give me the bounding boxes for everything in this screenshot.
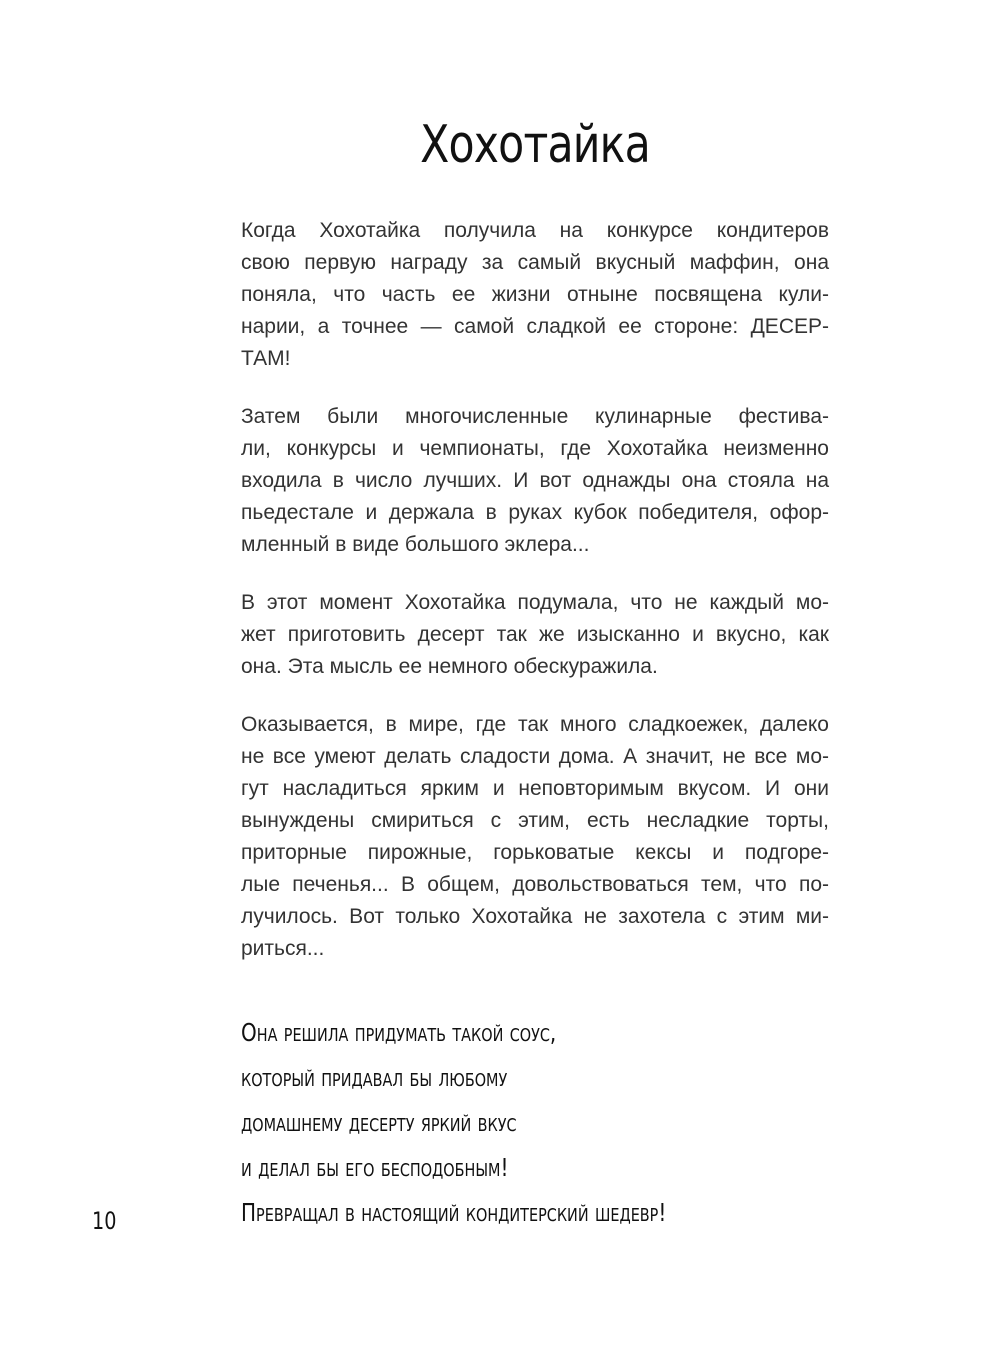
text-line: мленный в виде большого эклера... bbox=[241, 533, 590, 556]
text-line: Когда Хохотайка получила на конкурсе кондитеров bbox=[241, 219, 829, 242]
body-text bbox=[241, 215, 829, 991]
text-line: Затем были многочисленные кулинарные фестива- bbox=[241, 405, 829, 428]
quote-line: Превращал в настоящий кондитерский шедевр! bbox=[241, 1198, 667, 1227]
text-line: В этот момент Хохотайка подумала, что не каждый мо- bbox=[241, 591, 829, 614]
text-line: входила в число лучших. И вот однажды она стояла на bbox=[241, 469, 829, 492]
text-line: не все умеют делать сладости дома. А значит, не все мо- bbox=[241, 745, 829, 768]
quote-line: Она решила придумать такой соус, bbox=[241, 1018, 557, 1047]
quote-line: и делал бы его бесподобным! bbox=[241, 1153, 509, 1182]
quote-line: который придавал бы любому bbox=[241, 1063, 508, 1092]
text-line: вынуждены смириться с этим, есть несладкие торты, bbox=[241, 809, 829, 832]
text-line: ли, конкурсы и чемпионаты, где Хохотайка неизменно bbox=[241, 437, 829, 460]
paragraph bbox=[241, 401, 829, 561]
handwritten-quote bbox=[241, 1010, 721, 1235]
paragraph bbox=[241, 587, 829, 683]
page-title: Хохотайка bbox=[420, 115, 650, 175]
text-line: риться... bbox=[241, 937, 325, 960]
quote-line: домашнему десерту яркий вкус bbox=[241, 1108, 517, 1137]
text-line: свою первую награду за самый вкусный маффин, она bbox=[241, 251, 829, 274]
text-line: жет приготовить десерт так же изысканно и вкусно, как bbox=[241, 623, 829, 646]
text-line: поняла, что часть ее жизни отныне посвящена кули- bbox=[241, 283, 829, 306]
paragraph bbox=[241, 709, 829, 965]
text-line: ТАМ! bbox=[241, 347, 291, 370]
text-line: лучилось. Вот только Хохотайка не захотела с этим ми- bbox=[241, 905, 829, 928]
text-line: Оказывается, в мире, где так много сладкоежек, далеко bbox=[241, 713, 829, 736]
text-line: пьедестале и держала в руках кубок победителя, офор- bbox=[241, 501, 829, 524]
text-line: лые печенья... В общем, довольствоваться тем, что по- bbox=[241, 873, 829, 896]
text-line: приторные пирожные, горьковатые кексы и подгоре- bbox=[241, 841, 829, 864]
text-line: нарии, а точнее — самой сладкой ее стороне: ДЕСЕР- bbox=[241, 315, 829, 338]
paragraph bbox=[241, 215, 829, 375]
page-number: 10 bbox=[92, 1207, 117, 1235]
text-line: она. Эта мысль ее немного обескуражила. bbox=[241, 655, 658, 678]
text-line: гут насладиться ярким и неповторимым вкусом. И они bbox=[241, 777, 829, 800]
